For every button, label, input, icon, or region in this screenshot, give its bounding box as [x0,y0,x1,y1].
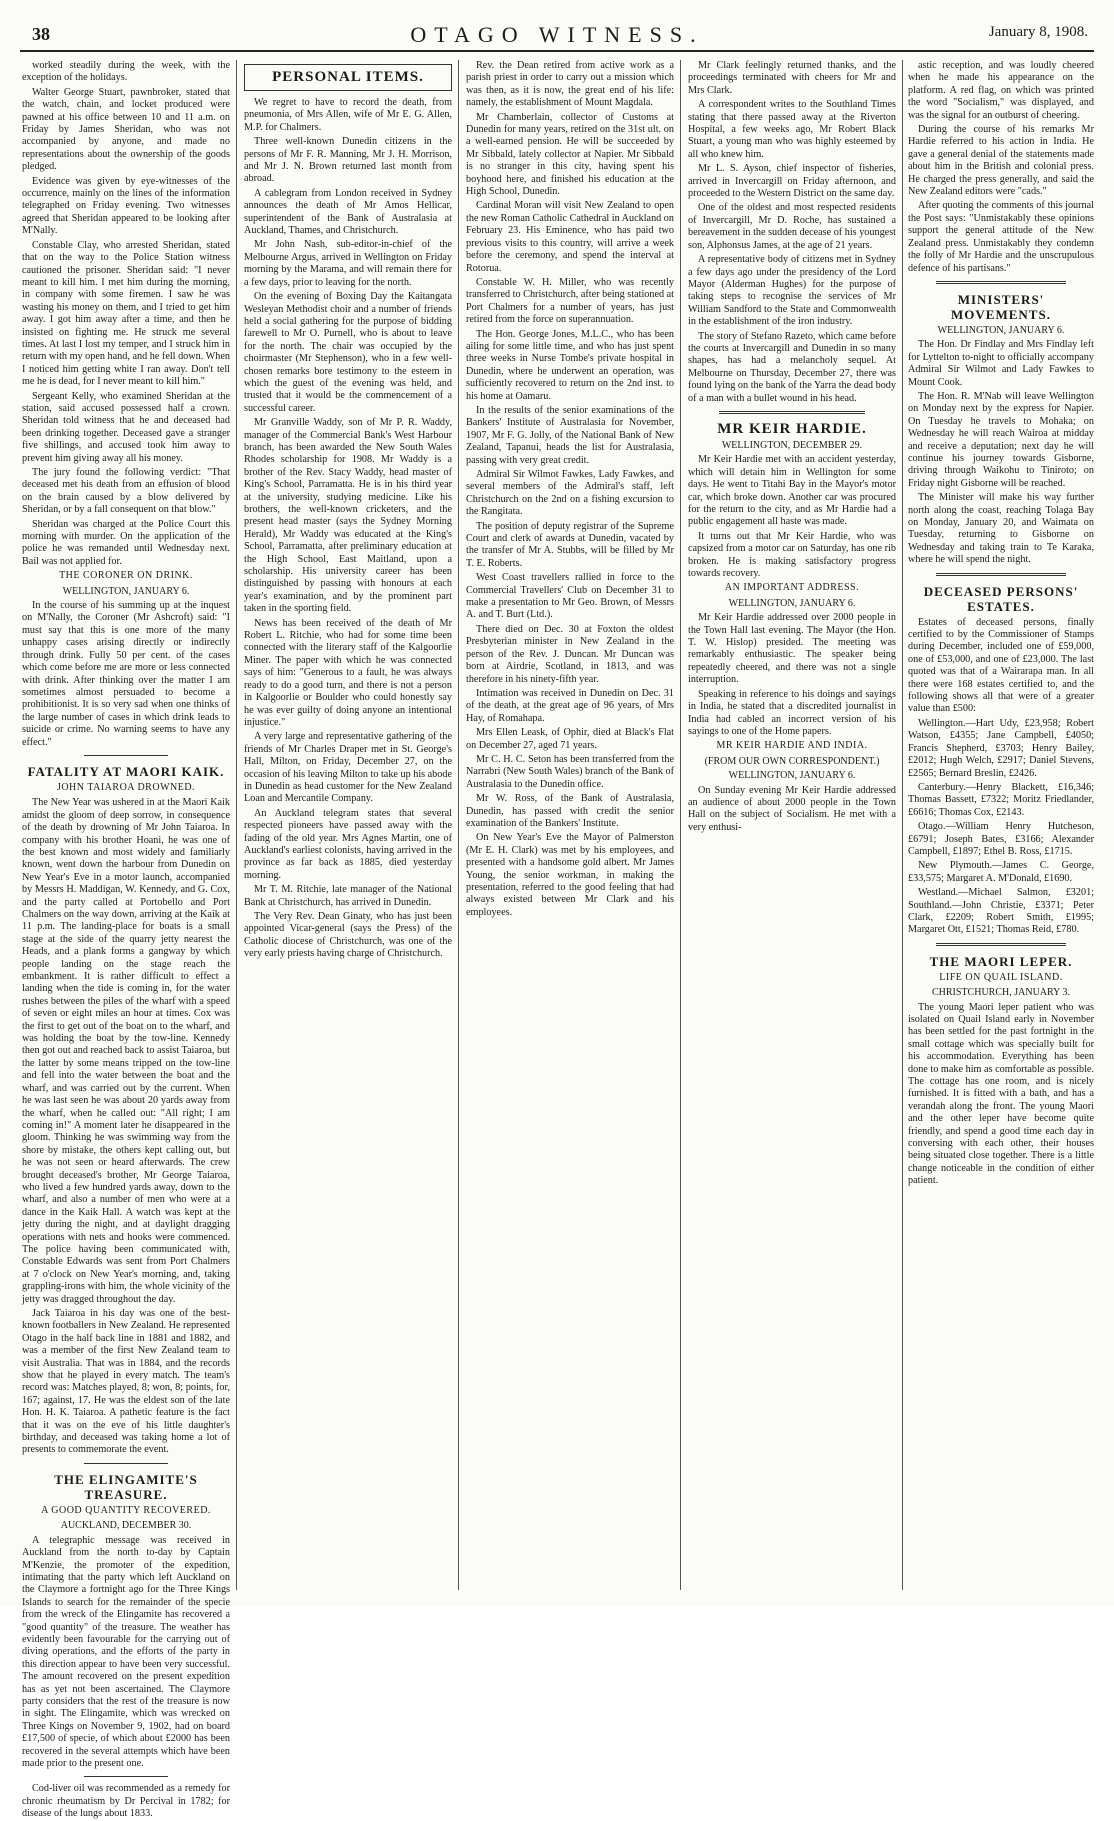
paragraph: In the course of his summing up at the inquest on M'Nally, the Coroner (Mr Ashcroft) said: "I must say that this is one more of the many unhappy cases arising directly or indirectly through drink. Fully 50 per cent. of the cases which come before me are more or less connected with drink. After thinking over the matter I am sometimes almost persuaded to become a prohibitionist. It is so very sad when one thinks of the large number of cases in which drink leads to suicide or crime. No warning seems to have any effect." [22,600,230,748]
newspaper-title: OTAGO WITNESS. [410,22,704,47]
paragraph: The Hon. George Jones, M.L.C., who has been ailing for some little time, and who has just spent three weeks in Nurse Tombe's private hospital in Dunedin, where he underwent an operation, was sufficiently recovered to return on the 2nd inst. to his home at Oamaru. [466,328,674,402]
paragraph: The Hon. R. M'Nab will leave Wellington on Monday next by the express for Napier. On Tuesday he travels to Mohaka; on Wednesday he will reach Wairoa at midday and receive a deputation; next day he will continue his journey towards Gisborne, driving through Waikohu to Tiniroto; on Friday night Gisborne will be reached. [908,390,1094,489]
article-heading-fatality: FATALITY AT MAORI KAIK. [27,763,225,779]
paragraph: There died on Dec. 30 at Foxton the oldest Presbyterian minister in New Zealand in the person of the Rev. J. Duncan. Mr Duncan was born at Airdrie, Scotland, in 1813, and was therefore in his ninety-fifth year. [466,623,674,685]
article-heading-coroner: THE CORONER ON DRINK. [59,570,193,582]
column-rule [902,60,903,1590]
divider [936,281,1066,284]
paragraph: Canterbury.—Henry Blackett, £16,346; Thomas Bassett, £7322; Moritz Friedlander, £6616; Thomas Cox, £2143. [908,781,1094,818]
article-heading-treasure: THE ELINGAMITE'S TREASURE. [54,1471,198,1502]
paragraph: In the results of the senior examinations of the Bankers' Institute of Australasia for November, 1907, Mr F. G. Jolly, of the National Bank of New Zealand, Tapanui, heads the list for Australasia, passing with very great credit. [466,404,674,466]
column-rule [680,60,681,1590]
paragraph: Estates of deceased persons, finally certified to by the Commissioner of Stamps during December, included one of £59,000, one of £53,000, and one of £23,000. The last quoted was that of a Wairarapa man. In all there were 168 estates certified to, and the following shows all that were of a greater value than £500: [908,616,1094,715]
paragraph: On New Year's Eve the Mayor of Palmerston (Mr E. H. Clark) was met by his employees, and presented with a handsome gold albert. Mr James Young, the senior workman, in making the presentation, referred to the good feeling that had always existed between Mr Clark and his employees. [466,832,674,918]
paragraph: During the course of his remarks Mr Hardie referred to his action in India. He gave a general denial of the statements made about him in the British and colonial press. He charged the press generally, and said the New Zealand editors were "cads." [908,124,1094,198]
paragraph: Three well-known Dunedin citizens in the persons of Mr F. R. Manning, Mr J. H. Morrison, and Mr J. N. Brown returned last month from abroad. [244,136,452,185]
paragraph: Walter George Stuart, pawnbroker, stated that the watch, chain, and locket produced were pawned at his office between 10 and 11 a.m. on Friday by James Sheridan, who was not accompanied by anyone, and made no representations about the ownership of the goods pledged. [22,86,230,173]
dateline: CHRISTCHURCH, JANUARY 3. [932,987,1070,999]
paragraph: The story of Stefano Razeto, which came before the courts at Invercargill and Dunedin in so many shapes, has had a melancholy sequel. At Melbourne on Thursday, December 27, there was found lying on the bank of the Yarra the dead body of a man with a bullet wound in his head. [688,330,896,404]
paragraph: Mr T. M. Ritchie, late manager of the National Bank at Christchurch, has arrived in Dunedin. [244,884,452,908]
paragraph: Otago.—William Henry Hutcheson, £6791; Joseph Bates, £3166; Alexander Campbell, £1897; Ethel B. Ross, £1715. [908,821,1094,857]
column-1 [22,60,230,1820]
paragraph: Mr Keir Hardie met with an accident yesterday, which will detain him in Wellington for some days. He went to Titahi Bay in the Mayor's motor car, which broke down. Another car was procured for the return to the city, and as Mr Hardie had a public engagement all haste was made. [688,454,896,528]
paragraph: Cardinal Moran will visit New Zealand to open the new Roman Catholic Cathedral in Auckland on February 23. His Eminence, who has paid two previous visits to this country, will arrive a week before the ceremony, and spend the interval at Rotorua. [466,200,674,274]
paragraph: An Auckland telegram states that several respected pioneers have passed away with the fading of the old year. Mrs Agnes Martin, one of Auckland's earliest colonists, having arrived in the province as far back as 1885, died yesterday morning. [244,807,452,881]
paragraph: News has been received of the death of Mr Robert L. Ritchie, who had for some time been connected with the literary staff of the Kalgoorlie Miner. The paper with which he was connected says of him: "Generous to a fault, he was always ready to do a good turn, and there is not a person in Kalgoorlie or Boulder who could honestly say he was ever guilty of doing anyone an intentional injustice." [244,617,452,728]
divider [719,411,865,414]
column-rule [236,60,237,1590]
article-subheading: LIFE ON QUAIL ISLAND. [939,971,1063,983]
paragraph: Mr L. S. Ayson, chief inspector of fisheries, arrived in Invercargill on Friday afternoon, and proceeded to the Western District on the same day. [688,163,896,200]
column-2 [244,60,452,1590]
personal-items-box [244,64,452,91]
byline: (FROM OUR OWN CORRESPONDENT.) [704,755,880,767]
page-number: 38 [32,24,50,44]
paragraph: It turns out that Mr Keir Hardie, who was capsized from a motor car on Saturday, has one rib broken. He is making satisfactory progress towards recovery. [688,530,896,580]
paragraph: The jury found the following verdict: "That deceased met his death from an effusion of blood on the brain caused by a blow delivered by Sheridan, or by a fall consequent on that blow." [22,467,230,516]
dateline: WELLINGTON, JANUARY 6. [62,585,190,597]
paragraph: Mr C. H. C. Seton has been transferred from the Narrabri (New South Wales) branch of the Bank of Australasia to the Dunedin office. [466,753,674,790]
paragraph: Rev. the Dean retired from active work as a parish priest in order to carry out a mission which was then, as it is now, the great end of his life: namely, the establishment of Mount Magdala. [466,60,674,109]
paragraph: Admiral Sir Wilmot Fawkes, Lady Fawkes, and several members of the Admiral's staff, left Christchurch on the 2nd on a fishing excursion to the Rangitata. [466,469,674,518]
divider [84,1776,167,1777]
column-3 [466,60,674,1590]
paragraph: After quoting the comments of this journal the Post says: "Unmistakably these opinions support the general attitude of the New Zealand press. Unmistakably they condemn the folly of Mr Hardie and the unscrupulous defence of his partisans." [908,200,1094,274]
paragraph: astic reception, and was loudly cheered when he made his appearance on the platform. A red flag, on which was printed the word "Socialism," was displayed, and was the signal for an outburst of cheering. [908,60,1094,121]
divider [936,943,1066,946]
paragraph: New Plymouth.—James C. George, £33,575; Margaret A. M'Donald, £1690. [908,860,1094,884]
paragraph: Sheridan was charged at the Police Court this morning with murder. On the application of the police he was remanded until Wednesday next. Bail was not applied for. [22,518,230,567]
column-4 [688,60,896,1590]
paragraph: Mr Granville Waddy, son of Mr P. R. Waddy, manager of the Commercial Bank's West Harbour branch, has been awarded the New South Wales Rhodes scholarship for 1908. Mr Waddy is a brother of the Rev. Stacy Waddy, head master of King's School, Parramatta. He is in his third year at the university, studying medicine. Like his brothers, the well-known cricketers, and the present head master (says the Sydney Morning Herald), Mr Waddy was educated at the King's School, Parramatta, after preliminary education at the High School, East Maitland, upon a scholarship. His university career has been distinguished by passing with honours at each year's examination, and by the prominent part taken in the sporting field. [244,417,452,615]
article-subheading: MR KEIR HARDIE AND INDIA. [716,740,868,752]
paragraph: Speaking in reference to his doings and sayings in India, he stated that a discredited journalist in India had cabled an incorrect version of his sayings to one of the Home papers. [688,688,896,737]
paragraph: Constable W. H. Miller, who was recently transferred to Christchurch, after being stationed at Port Chalmers for a number of years, has just retired from the force on superannuation. [466,276,674,326]
paragraph: On Sunday evening Mr Keir Hardie addressed an audience of about 2000 people in the Town Hall on the subject of Socialism. He met with a very enthusi- [688,784,896,833]
column-5 [908,60,1094,1590]
paragraph: A representative body of citizens met in Sydney a few days ago under the presidency of the Lord Mayor (Alderman Hughes) for the purpose of taking steps to recognise the services of Mr William Sandford to the State and Commonwealth in the establishment of the iron industry. [688,254,896,328]
paragraph: Evidence was given by eye-witnesses of the occurrence, mainly on the lines of the information telegraphed on Friday evening. Two witnesses agreed that Sheridan appeared to be looking after M'Nally. [22,175,230,237]
article-heading-hardie: MR KEIR HARDIE. [717,420,867,437]
dateline: AUCKLAND, DECEMBER 30. [60,1520,192,1532]
article-heading-estates: DECEASED PERSONS' ESTATES. [923,583,1079,614]
paragraph: West Coast travellers rallied in force to the Commercial Travellers' Club on December 31 to make a presentation to Mr Geo. Brown, of Messrs A. and T. Burt (Ltd.). [466,572,674,621]
paragraph: The Minister will make his way further north along the coast, reaching Tolaga Bay on Monday, January 20, and Waimata on Tuesday, returning to Gisborne on Wednesday and taking train to Te Karaka, where he will spend the night. [908,492,1094,566]
article-subheading: A GOOD QUANTITY RECOVERED. [41,1504,211,1516]
paragraph: Mr Keir Hardie addressed over 2000 people in the Town Hall last evening. The Mayor (the Hon. T. W. Hislop) presided. The meeting was remarkably enthusiastic. The speaker being repeatedly cheered, and there was not a single interruption. [688,612,896,686]
paragraph: On the evening of Boxing Day the Kaitangata Wesleyan Methodist choir and a number of friends held a social gathering for the purpose of bidding farewell to Mr O. Purnell, who is about to leave for the north. The chair was occupied by the choirmaster (Mr Stephenson), who in a few well-chosen remarks bore testimony to the esteem in which the guest of the evening was held, and trusted that it would be the commencement of a successful career. [244,291,452,414]
paragraph: Mrs Ellen Leask, of Ophir, died at Black's Flat on December 27, aged 71 years. [466,727,674,751]
article-subheading: AN IMPORTANT ADDRESS. [724,582,860,594]
paragraph: We regret to have to record the death, from pneumonia, of Mrs Allen, wife of Mr E. G. Allen, M.P. for Chalmers. [244,97,452,133]
paragraph: Mr Chamberlain, collector of Customs at Dunedin for many years, retired on the 31st ult. on a well-earned pension. He will be succeeded by Mr Sibbald, lately collector at Napier. Mr Sibbald is no stranger in this city, having spent his boyhood here, and finished his education at the High School, Dunedin. [466,111,674,198]
paragraph: Mr W. Ross, of the Bank of Australasia, Dunedin, has passed with credit the senior examination of the Bankers' Institute. [466,793,674,829]
divider [936,573,1066,576]
paragraph: Sergeant Kelly, who examined Sheridan at the station, said accused possessed half a crown. Sheridan told witness that he and deceased had been drinking together. Deceased gave a stranger five shillings, and accused took him away to prevent him giving away all his money. [22,390,230,464]
paragraph: Mr Clark feelingly returned thanks, and the proceedings terminated with cheers for Mr and Mrs Clark. [688,60,896,96]
paragraph: Wellington.—Hart Udy, £23,958; Robert Watson, £4355; Jane Campbell, £4050; Francis Shepherd, £3703; Henry Bailey, £2012; Hugh Welch, £2917; Daniel Stevens, £2565; Bernard Breslin, £2426. [908,717,1094,779]
paragraph: A telegraphic message was received in Auckland from the north to-day by Captain M'Kenzie, the promoter of the expedition, intimating that the party which left Auckland on the Claymore a fortnight ago for the Three Kings Islands to search for the remainder of the specie from the wreck of the Elingamite has recovered a "good quantity" of the treasure. The weather has evidently been favourable for the carrying out of diving operations, and the efforts of the party in this direction appear to have been very successful. The amount recovered on the present expedition has as yet not been ascertained. The Claymore party considers that the rest of the treasure is now in sight. The Elingamite, which was wrecked on Three Kings on November 9, 1902, had on board £17,500 of specie, of which about £2000 has been recovered in the several attempts which have been made prior to the present one. [22,1534,230,1769]
article-heading-ministers: MINISTERS' MOVEMENTS. [951,291,1051,322]
inquest-intro [22,60,230,568]
paragraph: The young Maori leper patient who was isolated on Quail Island early in November has been settled for the past fortnight in the small cottage which was specially built for his accommodation. Everything has been done to make him as comfortable as possible. The cottage has one room, and is nicely furnished. It is fitted with a bath, and has a verandah along the front. The young Maori and the other leper have become quite friendly, and spend a good time each day in conversing with each other, their houses being situated close together. There is a little change noticeable in the condition of either patient. [908,1001,1094,1187]
divider [84,755,167,756]
article-heading-personal: PERSONAL ITEMS. [272,69,424,85]
dateline: WELLINGTON, JANUARY 6. [728,770,856,782]
paragraph: A cablegram from London received in Sydney announces the death of Mr Amos Hellicar, superintendent of the Bank of Australasia at Auckland, Thames, and Christchurch. [244,187,452,237]
paragraph: Intimation was received in Dunedin on Dec. 31 of the death, at the great age of 96 years, of Mrs Hay, of Romahapa. [466,687,674,724]
article-subheading: JOHN TAIAROA DROWNED. [56,781,196,793]
paragraph: Cod-liver oil was recommended as a remedy for chronic rheumatism by Dr Percival in 1782; for disease of the lungs about 1833. [22,1783,230,1820]
paragraph: Constable Clay, who arrested Sheridan, stated that on the way to the Police Station witness cautioned the prisoner. Sheridan said: "I never meant to kill him. I met him during the morning, in company with some firemen. I saw he was wasting his money on them, and I tried to get him away. I got him away after a time, and then he insisted on fighting me. He struck me several times. At last I lost my temper, and I struck him in return with my open hand, and he fell down. When I noticed him getting white I ran away. Don't tell me he is dead, for I never meant to kill him." [22,239,230,388]
issue-date: January 8, 1908. [988,24,1088,40]
article-heading-leper: THE MAORI LEPER. [929,953,1073,969]
dateline: WELLINGTON, JANUARY 6. [728,597,856,609]
paragraph: Mr John Nash, sub-editor-in-chief of the Melbourne Argus, arrived in Wellington on Friday morning by the Marama, and will remain there for a few days, prior to leaving for the north. [244,239,452,288]
paragraph: Jack Taiaroa in his day was one of the best-known footballers in New Zealand. He represented Otago in the half back line in 1881 and 1882, and was a member of the first New Zealand team to visit Australia. That was in 1884, and the records show that he played in every match. The team's record was: Matches played, 8; won, 8; points, for, 167; against, 17. He was the eldest son of the late Hon. H. K. Taiaroa. A pathetic feature is the fact that it was on the eve of his little daughter's birthday, and deceased was taking home a lot of presents to commemorate the event. [22,1308,230,1456]
paragraph: The Very Rev. Dean Ginaty, who has just been appointed Vicar-general (says the Press) of the Catholic diocese of Christchurch, was one of the very early priests having charge of Christchurch. [244,911,452,960]
dateline: WELLINGTON, DECEMBER 29. [721,439,863,451]
dateline: WELLINGTON, JANUARY 6. [937,324,1065,336]
divider [84,1463,167,1464]
paragraph: A correspondent writes to the Southland Times stating that there passed away at the Riverton Hospital, a few weeks ago, Mr Robert Black Stuart, a young man who was highly esteemed by all who knew him. [688,99,896,160]
paragraph: The position of deputy registrar of the Supreme Court and clerk of awards at Dunedin, vacated by the transfer of Mr A. Stubbs, will be filled by Mr T. E. Roberts. [466,520,674,569]
paragraph: Westland.—Michael Salmon, £3201; Southland.—John Christie, £3371; Peter Clark, £2209; Robert Smith, £1995; Margaret Ott, £1521; Thomas Reid, £780. [908,887,1094,936]
masthead [20,20,1094,52]
column-rule [458,60,459,1590]
paragraph: The New Year was ushered in at the Maori Kaik amidst the gloom of deep sorrow, in consequence of the death by drowning of Mr John Taiaroa. In company with his brother Hoani, he was one of the best known and most widely and familiarly known, went down the harbour from Dunedin on New Year's Eve in a motor launch, accompanied by Messrs H. Maddigan, W. Kennedy, and G. Cox, and the party called at Portobello and Port Chalmers on the way down, arriving at the Kaik at 11 p.m. The landing-place for boats is a small stage at the side of the quarry jetty nearest the Heads, and a plank forms a gangway by which people landing on the stage reach the embankment. It is rather difficult to effect a landing when the tide is coming in, for the water rushes between the piles of the wharf with a speed of seven or eight miles an hour at times. Cox was the first to get out of the boat on to the wharf, and was holding the boat by the tow-line. Kennedy then got out and reached back to assist Taiaroa, but the latter by some means tripped on the tow-line and fell into the water between the boat and the wharf, and was carried out by the current. When he was last seen he was about 20 yards away from the wharf, when he called out: "All right; I am coming in!" A moment later he disappeared in the gloom. Thinking he was swimming way from the shore by mistake, the others kept calling out, but he was not seen or heard afterwards. The crew brought deceased's brother, Mr George Taiaroa, who lived a few hundred yards away, down to the wharf, and also a number of men who were at a dance in the Kaik Hall. A watch was kept at the jetty during the night, and at daylight dragging operations with nets and hooks were commenced. The police having been communicated with, Constable Edwards was sent from Port Chalmers at 7 o'clock on New Year's morning, and, taking grappling-irons with him, the whole vicinity of the jetty was dragged throughout the day. [22,797,230,1305]
paragraph: A very large and representative gathering of the friends of Mr Charles Draper met in St. George's Hall, Milton, on Friday, December 27, on the occasion of his leaving Milton to take up his abode in Dunedin as head customer for the New Zealand Loan and Mercantile Company. [244,731,452,805]
paragraph: The Hon. Dr Findlay and Mrs Findlay left for Lyttelton to-night to officially accompany Admiral Sir Wilmot and Lady Fawkes to Mount Cook. [908,339,1094,388]
paragraph: One of the oldest and most respected residents of Invercargill, Mr D. Roche, has sustained a bereavement in the sudden decease of his youngest son, Alphonsus James, at the age of 21 years. [688,202,896,251]
paragraph: worked steadily during the week, with the exception of the holidays. [22,60,230,84]
